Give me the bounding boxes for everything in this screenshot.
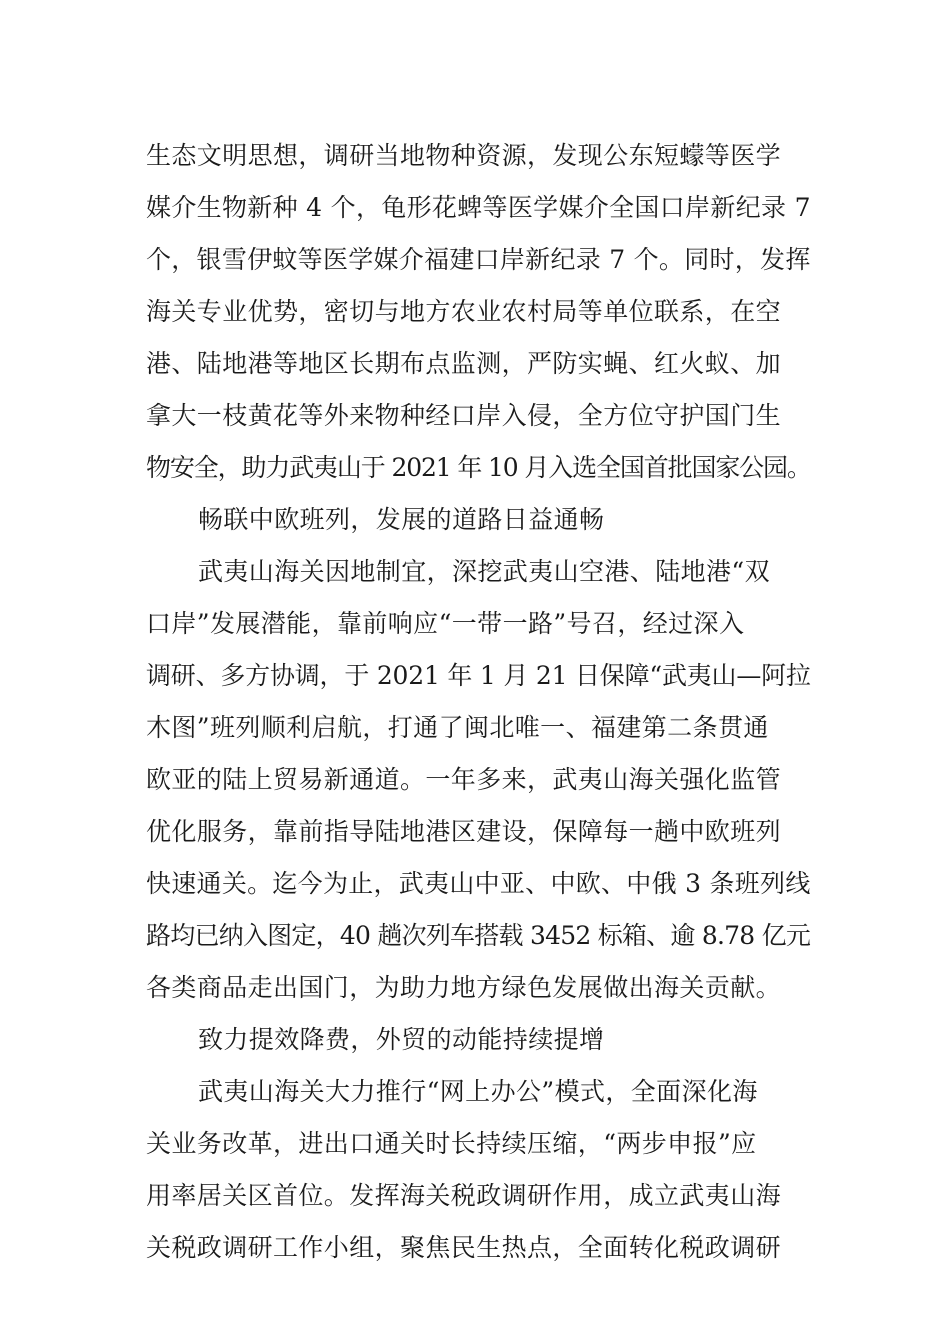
text-line: 欧亚的陆上贸易新通道。一年多来，武夷山海关强化监管 <box>146 765 782 794</box>
text-line: 港、陆地港等地区长期布点监测，严防实蝇、红火蚁、加 <box>146 349 782 378</box>
text-line: 海关专业优势，密切与地方农业农村局等单位联系，在空 <box>146 297 782 326</box>
text-line: 个，银雪伊蚊等医学媒介福建口岸新纪录 7 个。同时，发挥 <box>146 245 811 274</box>
text-line: 拿大一枝黄花等外来物种经口岸入侵，全方位守护国门生 <box>146 401 782 430</box>
text-line: 武夷山海关因地制宜，深挖武夷山空港、陆地港“双 <box>198 557 770 586</box>
text-line: 关业务改革，进出口通关时长持续压缩，“两步申报”应 <box>146 1129 757 1158</box>
text-line: 快速通关。迄今为止，武夷山中亚、中欧、中俄 3 条班列线 <box>146 869 811 898</box>
text-line: 生态文明思想，调研当地物种资源，发现公东短蠓等医学 <box>146 141 782 170</box>
text-line: 物安全，助力武夷山于 2021 年 10 月入选全国首批国家公园。 <box>146 453 811 482</box>
text-line: 用率居关区首位。发挥海关税政调研作用，成立武夷山海 <box>146 1181 782 1210</box>
text-line: 木图”班列顺利启航，打通了闽北唯一、福建第二条贯通 <box>146 713 769 742</box>
text-line: 武夷山海关大力推行“网上办公”模式，全面深化海 <box>198 1077 758 1106</box>
text-line: 各类商品走出国门，为助力地方绿色发展做出海关贡献。 <box>146 973 782 1002</box>
text-line: 调研、多方协调，于 2021 年 1 月 21 日保障“武夷山—阿拉 <box>146 661 811 690</box>
text-line: 口岸”发展潜能，靠前响应“一带一路”号召，经过深入 <box>146 609 745 638</box>
text-line: 畅联中欧班列，发展的道路日益通畅 <box>198 505 605 534</box>
text-line: 优化服务，靠前指导陆地港区建设，保障每一趟中欧班列 <box>146 817 782 846</box>
body-text <box>146 130 812 1274</box>
text-line: 关税政调研工作小组，聚焦民生热点，全面转化税政调研 <box>146 1233 782 1262</box>
text-line: 路均已纳入图定，40 趟次列车搭载 3452 标箱、逾 8.78 亿元 <box>146 921 811 950</box>
text-line: 媒介生物新种 4 个，龟形花蜱等医学媒介全国口岸新纪录 7 <box>146 193 811 222</box>
text-line: 致力提效降费，外贸的动能持续提增 <box>198 1025 605 1054</box>
